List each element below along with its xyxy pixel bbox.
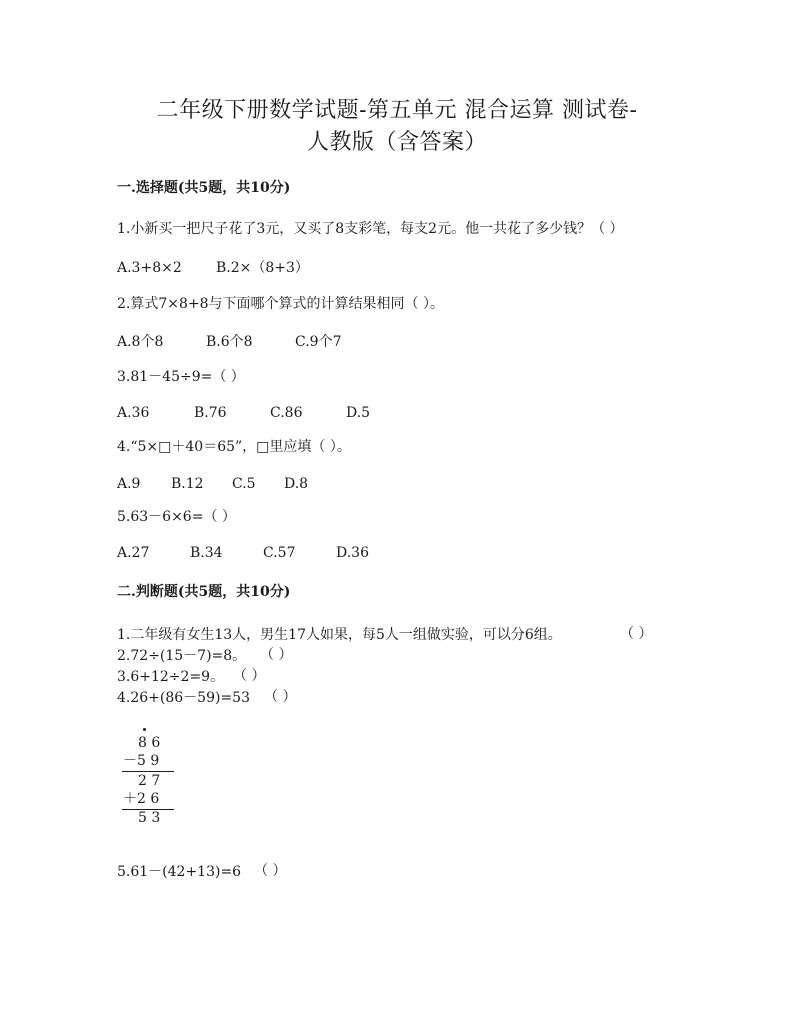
answer-paren: （ ） — [254, 863, 287, 879]
option-b: B.12 — [171, 476, 204, 492]
choice-question-3: 3.81－45÷9=（ ） — [117, 369, 245, 385]
choice-question-4-options — [117, 474, 308, 494]
option-a: A.9 — [117, 476, 141, 492]
option-b: B.76 — [194, 405, 227, 421]
choice-question-1-options — [117, 258, 309, 278]
option-c: C.5 — [232, 476, 256, 492]
calc-row-sum: 5 3 — [138, 810, 161, 826]
option-d: D.8 — [284, 476, 309, 492]
answer-paren: （ ） — [260, 647, 293, 663]
vertical-calculation — [120, 728, 180, 828]
choice-question-5-options — [117, 543, 369, 563]
option-b: B.6个8 — [206, 334, 253, 350]
choice-question-2: 2.算式7×8+8与下面哪个算式的计算结果相同（ ）。 — [117, 296, 444, 312]
option-a: A.3+8×2 — [117, 260, 182, 276]
borrow-dot — [143, 728, 146, 731]
option-d: D.5 — [346, 405, 371, 421]
option-d: D.36 — [336, 545, 369, 561]
option-c: C.86 — [270, 405, 303, 421]
judgment-question-2: 2.72÷(15－7)=8。 — [117, 648, 247, 664]
choice-question-4: 4.“5×□＋40＝65”，□里应填（ ）。 — [117, 439, 351, 455]
calc-row-minuend: 8 6 — [138, 735, 161, 751]
worksheet-title-line-1: 二年级下册数学试题-第五单元 混合运算 测试卷- — [156, 98, 638, 123]
judgment-question-5: 5.61－(42+13)=6 — [117, 864, 242, 880]
calc-row-subtrahend: －5 9 — [123, 753, 160, 769]
calc-row-difference: 2 7 — [138, 773, 161, 789]
option-a: A.27 — [117, 545, 150, 561]
answer-paren: （ ） — [620, 626, 653, 642]
choice-question-1: 1.小新买一把尺子花了3元，又买了8支彩笔，每支2元。他一共花了多少钱？（ ） — [117, 221, 624, 237]
section-heading-choice: 一.选择题(共5题，共10分) — [117, 180, 291, 196]
judgment-question-3: 3.6+12÷2=9。 — [117, 669, 225, 685]
answer-paren: （ ） — [233, 668, 266, 684]
worksheet-title-line-2: 人教版（含答案） — [306, 130, 487, 155]
option-c: C.9个7 — [295, 334, 342, 350]
option-a: A.8个8 — [117, 334, 164, 350]
answer-paren: （ ） — [264, 689, 297, 705]
option-b: B.2×（8+3） — [216, 260, 309, 276]
choice-question-3-options — [117, 403, 370, 423]
choice-question-5: 5.63－6×6=（ ） — [117, 509, 236, 525]
judgment-question-1: 1.二年级有女生13人，男生17人如果，每5人一组做实验，可以分6组。 — [117, 627, 562, 643]
choice-question-2-options — [117, 332, 341, 352]
option-a: A.36 — [117, 405, 150, 421]
judgment-question-4: 4.26+(86－59)=53 — [117, 690, 250, 706]
section-heading-judgment: 二.判断题(共5题，共10分) — [117, 584, 291, 600]
option-c: C.57 — [263, 545, 296, 561]
option-b: B.34 — [190, 545, 223, 561]
calc-row-addend: ＋2 6 — [123, 791, 160, 807]
